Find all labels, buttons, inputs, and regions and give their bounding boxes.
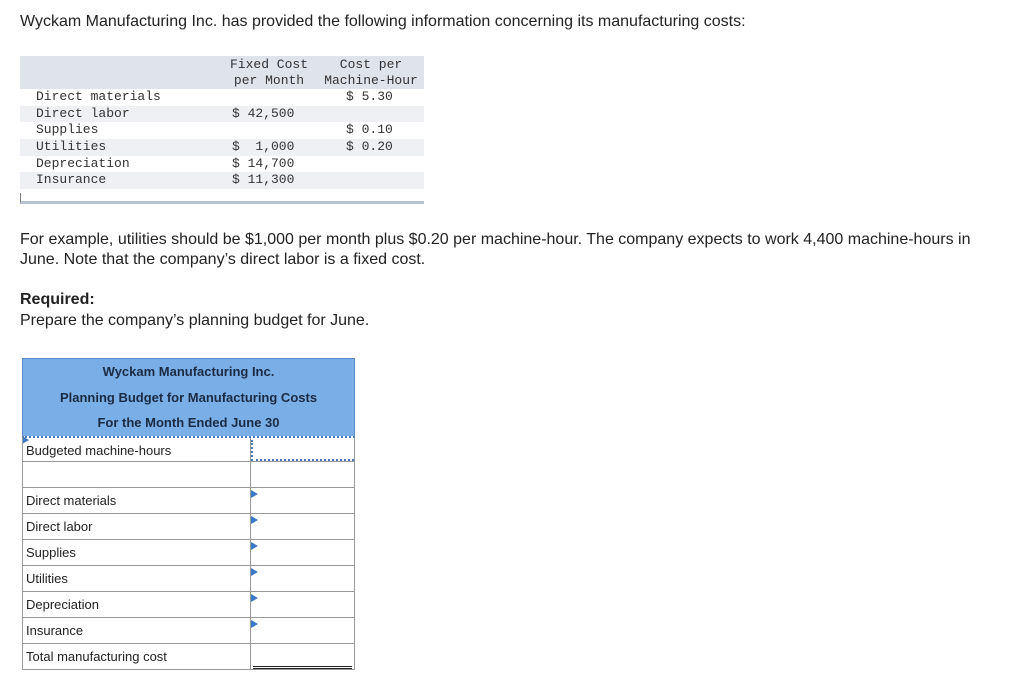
variable-cost-header: Cost per Machine-Hour xyxy=(324,57,418,88)
company-name: Wyckam Manufacturing Inc. xyxy=(102,364,275,379)
cost-table-header xyxy=(20,56,424,89)
budget-header xyxy=(22,358,355,436)
budget-row-direct-labor: Direct labor xyxy=(22,514,355,540)
dropdown-marker-icon xyxy=(251,568,258,576)
machine-hours-input[interactable] xyxy=(251,440,354,461)
depreciation-input[interactable] xyxy=(251,592,354,617)
dropdown-marker-icon xyxy=(251,490,258,498)
blank-row xyxy=(22,462,355,488)
intro-text: Wyckam Manufacturing Inc. has provided the following information concerning its manufacturing costs: xyxy=(20,13,746,30)
required-heading: Required: xyxy=(20,291,95,308)
cost-row-utilities: Utilities $ 1,000 $ 0.20 xyxy=(20,139,424,156)
cost-row-supplies: Supplies $ 0.10 xyxy=(36,122,393,138)
budget-row-direct-materials: Direct materials xyxy=(22,488,355,514)
cost-row-insurance: Insurance $ 11,300 xyxy=(20,172,424,189)
insurance-input[interactable] xyxy=(251,618,354,643)
dropdown-marker-icon xyxy=(251,516,258,524)
budget-period: For the Month Ended June 30 xyxy=(97,415,280,430)
dropdown-marker-icon xyxy=(251,542,258,550)
example-paragraph: For example, utilities should be $1,000 per month plus $0.20 per machine-hour. The company expects to work 4,400 machine-hours in June. Note that the company’s direct labor is a fixed cost. xyxy=(20,231,971,268)
fixed-cost-header: Fixed Cost per Month xyxy=(229,57,308,88)
direct-labor-input[interactable] xyxy=(251,514,354,539)
utilities-input[interactable] xyxy=(251,566,354,591)
cost-data-table xyxy=(20,56,424,204)
budget-row-depreciation: Depreciation xyxy=(22,592,355,618)
budget-row-insurance: Insurance xyxy=(22,618,355,644)
dropdown-marker-icon xyxy=(251,594,258,602)
budget-row-total: Total manufacturing cost xyxy=(22,644,355,670)
budget-row-utilities: Utilities xyxy=(22,566,355,592)
total-cost-input[interactable] xyxy=(253,644,352,669)
required-text: Prepare the company’s planning budget for June. xyxy=(20,312,370,329)
machine-hours-row xyxy=(22,436,355,462)
cost-row-depreciation: Depreciation $ 14,700 xyxy=(36,155,295,171)
table-bottom-rule xyxy=(20,193,424,204)
machine-hours-label: Budgeted machine-hours xyxy=(23,438,251,461)
supplies-input[interactable] xyxy=(251,540,354,565)
planning-budget-form xyxy=(22,358,355,670)
cost-row-direct-materials: Direct materials $ 5.30 xyxy=(36,89,393,104)
budget-row-supplies: Supplies xyxy=(22,540,355,566)
direct-materials-input[interactable] xyxy=(251,488,354,513)
cost-row-direct-labor: Direct labor $ 42,500 xyxy=(20,106,424,123)
budget-title: Planning Budget for Manufacturing Costs xyxy=(59,389,318,405)
dropdown-marker-icon xyxy=(251,620,258,628)
